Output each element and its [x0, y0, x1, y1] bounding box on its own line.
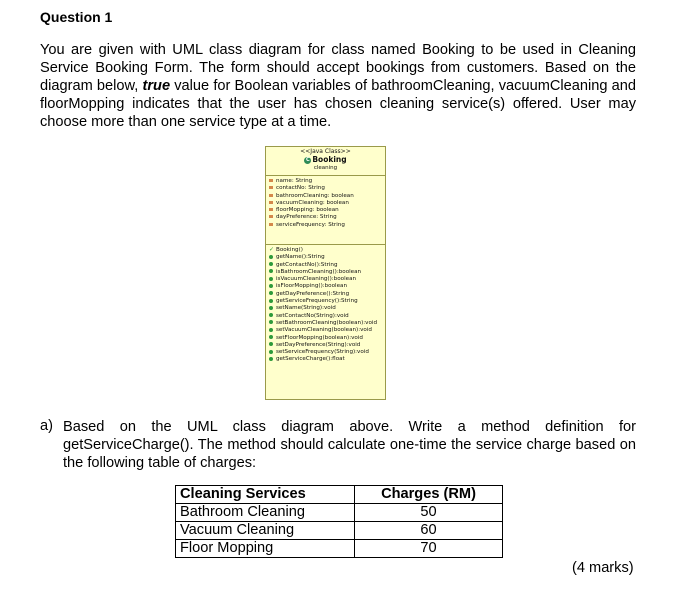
private-field-icon — [269, 208, 273, 211]
attribute-text: bathroomCleaning: boolean — [276, 192, 354, 199]
service-cell: Vacuum Cleaning — [176, 522, 355, 540]
uml-package: cleaning — [313, 165, 338, 171]
method-text: getName():String — [276, 254, 325, 261]
public-method-icon — [269, 313, 273, 317]
uml-method — [269, 305, 385, 312]
method-text: setFloorMopping(boolean):void — [276, 334, 363, 341]
uml-method — [269, 335, 385, 342]
uml-method — [269, 356, 385, 363]
uml-attribute — [269, 200, 385, 207]
uml-method — [269, 276, 385, 283]
public-method-icon — [269, 328, 273, 332]
private-field-icon — [269, 215, 273, 218]
table-row — [176, 540, 503, 558]
attribute-text: name: String — [276, 178, 313, 184]
question-title: Question 1 — [40, 9, 113, 25]
public-method-icon — [269, 255, 273, 259]
uml-methods — [266, 245, 385, 364]
uml-method — [269, 291, 385, 298]
public-method-icon — [269, 357, 273, 361]
uml-method — [269, 298, 385, 305]
method-text: getContactNo():String — [276, 261, 338, 268]
method-text: setVacuumCleaning(boolean):void — [276, 327, 372, 334]
public-method-icon — [269, 262, 273, 266]
intro-text-1: You are given with UML class diagram for class named Booking to be used in Cleaning Service Booking Form. The form should accept bookings from customers. Based on the diagram below, — [40, 42, 636, 94]
attribute-text: floorMopping: boolean — [276, 207, 339, 214]
uml-constructor — [269, 247, 385, 254]
uml-method — [269, 349, 385, 356]
public-method-icon — [269, 306, 273, 310]
method-text: setName(String):void — [276, 305, 336, 312]
public-method-icon — [269, 299, 273, 303]
uml-attributes — [266, 176, 385, 245]
uml-method — [269, 254, 385, 261]
attribute-text: contactNo: String — [276, 185, 325, 192]
uml-attribute — [269, 178, 385, 185]
uml-method — [269, 269, 385, 276]
header-cleaning-services: Cleaning Services — [176, 486, 355, 504]
uml-class-name — [266, 155, 385, 165]
public-method-icon — [269, 350, 273, 354]
class-icon: C — [306, 156, 310, 163]
attribute-text: serviceFrequency: String — [276, 221, 345, 228]
public-method-icon — [269, 320, 273, 324]
table-header-row — [176, 486, 503, 504]
uml-method — [269, 320, 385, 327]
method-text: isFloorMopping():boolean — [276, 283, 347, 290]
public-method-icon — [269, 291, 273, 295]
public-method-icon — [269, 277, 273, 281]
method-text: isBathroomCleaning():boolean — [276, 268, 362, 275]
public-method-icon — [269, 342, 273, 346]
uml-class-name-text: Booking — [312, 155, 347, 164]
uml-method — [269, 262, 385, 269]
private-field-icon — [269, 179, 273, 182]
method-text: setDayPreference(String):void — [276, 341, 361, 348]
uml-stereotype: <<Java Class>> — [300, 148, 351, 155]
private-field-icon — [269, 201, 273, 204]
intro-emphasis: true — [142, 78, 171, 94]
marks-label: (4 marks) — [572, 560, 634, 576]
uml-method — [269, 313, 385, 320]
header-charges: Charges (RM) — [355, 486, 503, 504]
part-a-text: Based on the UML class diagram above. Write a method definition for getServiceCharge(). The method should calculate one-time the service charge based on the following table of charges: — [63, 419, 636, 471]
uml-class-box — [265, 146, 386, 400]
uml-method — [269, 342, 385, 349]
method-text: getServiceFrequency():String — [276, 298, 358, 305]
charge-cell: 60 — [355, 522, 503, 540]
private-field-icon — [269, 223, 273, 226]
uml-attribute — [269, 222, 385, 229]
uml-attribute — [269, 207, 385, 214]
part-a-label: a) — [40, 418, 53, 434]
uml-header — [266, 147, 385, 176]
charge-cell: 50 — [355, 504, 503, 522]
private-field-icon — [269, 186, 273, 189]
public-method-icon — [269, 269, 273, 273]
charges-table — [175, 485, 503, 558]
constructor-text: Booking() — [276, 247, 303, 253]
attribute-text: vacuumCleaning: boolean — [276, 199, 349, 206]
charge-cell: 70 — [355, 540, 503, 558]
uml-attribute — [269, 193, 385, 200]
question-intro — [40, 41, 636, 131]
public-method-icon — [269, 284, 273, 288]
method-text: getServiceCharge():float — [276, 356, 345, 363]
service-cell: Floor Mopping — [176, 540, 355, 558]
table-row — [176, 504, 503, 522]
uml-method — [269, 283, 385, 290]
method-text: setServiceFrequency(String):void — [276, 349, 369, 356]
service-cell: Bathroom Cleaning — [176, 504, 355, 522]
method-text: isVacuumCleaning():boolean — [276, 276, 357, 283]
attribute-text: dayPreference: String — [276, 214, 337, 221]
uml-attribute — [269, 185, 385, 192]
constructor-icon: ✓ — [269, 246, 275, 253]
table-row — [176, 522, 503, 540]
method-text: setBathroomCleaning(boolean):void — [276, 319, 377, 326]
uml-method — [269, 327, 385, 334]
intro-text-2: value for Boolean variables of bathroomCleaning, vacuumCleaning and floorMopping indicates that the user has chosen cleaning service(s) offered. User may choose more than one service type at a time. — [40, 78, 636, 130]
private-field-icon — [269, 194, 273, 197]
method-text: getDayPreference():String — [276, 290, 350, 297]
uml-attribute — [269, 214, 385, 221]
method-text: setContactNo(String):void — [276, 312, 349, 319]
public-method-icon — [269, 335, 273, 339]
